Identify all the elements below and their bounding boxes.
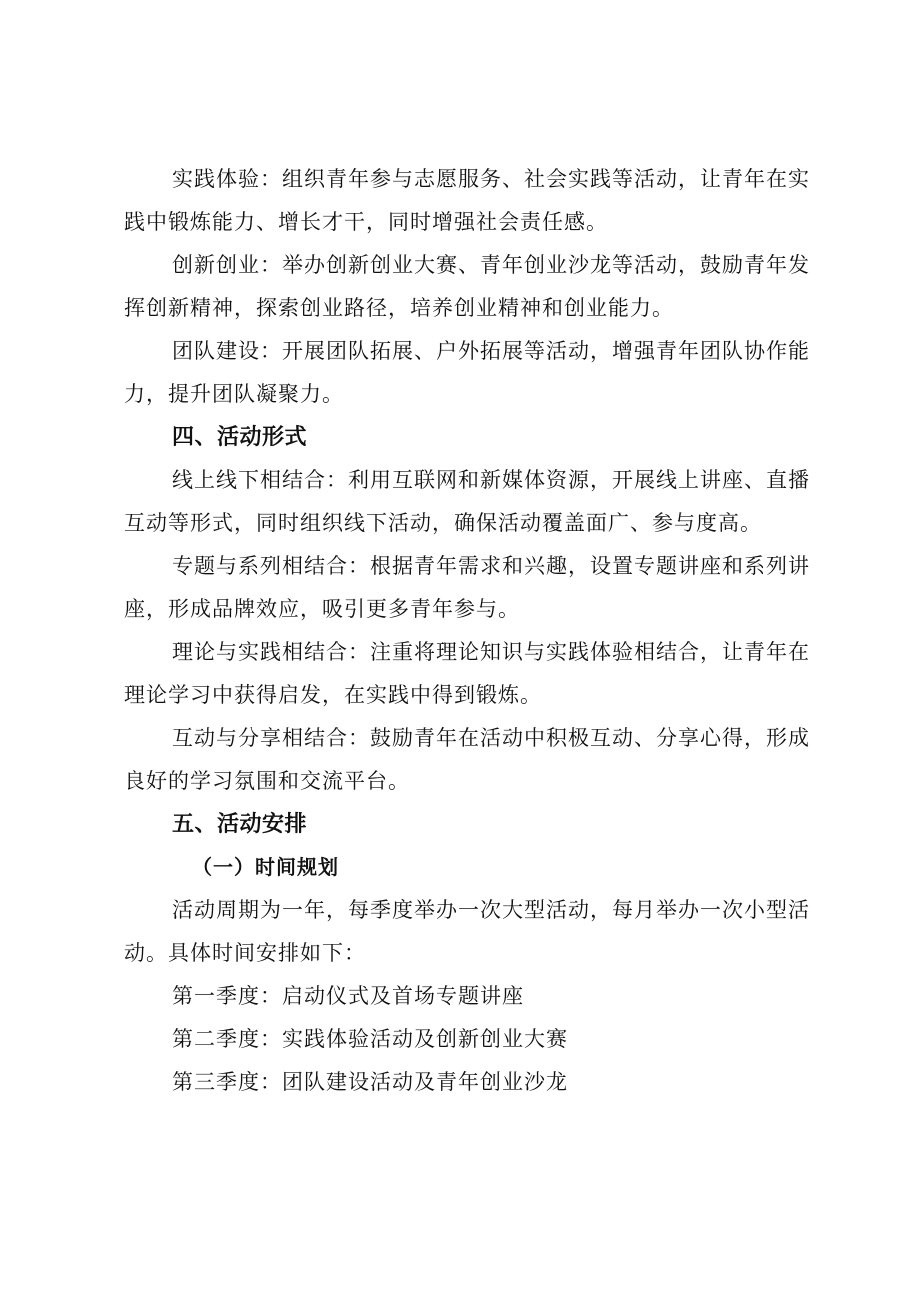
- subheading-time-planning: （一）时间规划: [192, 855, 339, 879]
- document-body: [124, 158, 810, 1104]
- schedule-item-q2: 第二季度：实践体验活动及创新创业大赛: [172, 1027, 568, 1051]
- paragraph-online-offline: 线上线下相结合：利用互联网和新媒体资源，开展线上讲座、直播互动等形式，同时组织线下活动，确保活动覆盖面广、参与度高。: [124, 468, 810, 535]
- paragraph-topic-series: 专题与系列相结合：根据青年需求和兴趣，设置专题讲座和系列讲座，形成品牌效应，吸引更多青年参与。: [124, 554, 810, 621]
- paragraph-innovation-entrepreneurship: 创新创业：举办创新创业大赛、青年创业沙龙等活动，鼓励青年发挥创新精神，探索创业路径，培养创业精神和创业能力。: [124, 253, 810, 320]
- paragraph-interaction-sharing: 互动与分享相结合：鼓励青年在活动中积极互动、分享心得，形成良好的学习氛围和交流平台。: [124, 726, 810, 793]
- schedule-item-q1: 第一季度：启动仪式及首场专题讲座: [172, 984, 524, 1008]
- section-heading-activity-arrangement: 五、活动安排: [172, 812, 308, 837]
- paragraph-team-building: 团队建设：开展团队拓展、户外拓展等活动，增强青年团队协作能力，提升团队凝聚力。: [124, 339, 810, 406]
- section-heading-activity-forms: 四、活动形式: [172, 425, 308, 450]
- paragraph-practice-experience: 实践体验：组织青年参与志愿服务、社会实践等活动，让青年在实践中锻炼能力、增长才干，同时增强社会责任感。: [124, 167, 810, 234]
- paragraph-theory-practice: 理论与实践相结合：注重将理论知识与实践体验相结合，让青年在理论学习中获得启发，在实践中得到锻炼。: [124, 640, 810, 707]
- schedule-item-q3: 第三季度：团队建设活动及青年创业沙龙: [172, 1070, 568, 1094]
- paragraph-schedule-intro: 活动周期为一年，每季度举办一次大型活动，每月举办一次小型活动。具体时间安排如下：: [124, 898, 810, 965]
